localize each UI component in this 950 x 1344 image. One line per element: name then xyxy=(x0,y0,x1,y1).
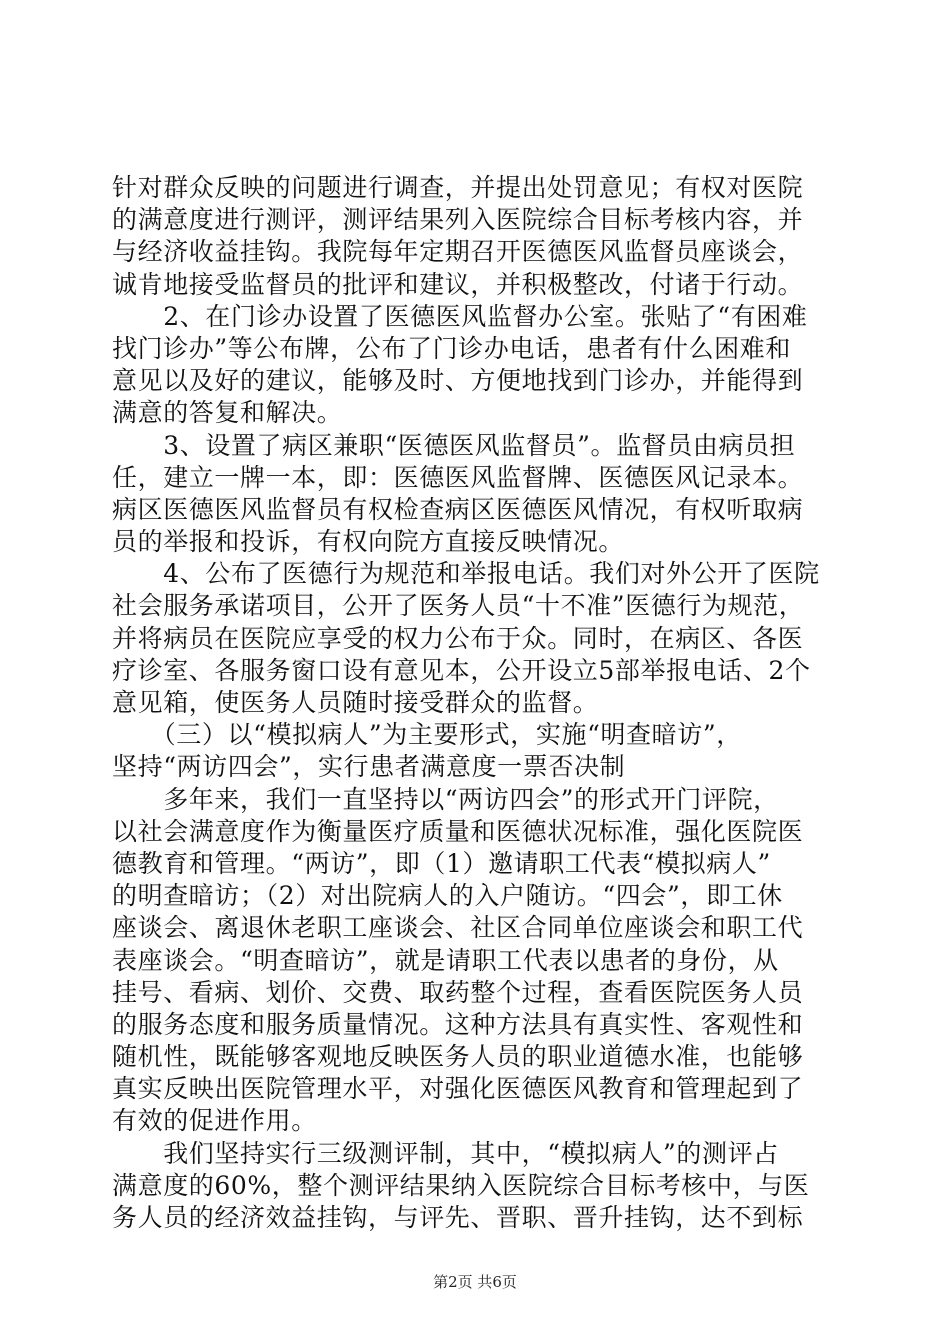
text-line: 以社会满意度作为衡量医疗质量和医德状况标准，强化医院医 xyxy=(112,816,804,846)
text-line: 3、设置了病区兼职“医德医风监督员”。监督员由病员担 xyxy=(112,430,796,460)
text-line: 真实反映出医院管理水平，对强化医德医风教育和管理起到了 xyxy=(112,1074,804,1104)
text-line: 的满意度进行测评，测评结果列入医院综合目标考核内容，并 xyxy=(112,205,804,235)
text-line: 意见箱，使医务人员随时接受群众的监督。 xyxy=(112,688,599,717)
section-heading-line: （三）以“模拟病人”为主要形式，实施“明查暗访”， xyxy=(112,720,742,750)
text-line: 任，建立一牌一本，即：医德医风监督牌、医德医风记录本。 xyxy=(112,462,804,492)
text-line: 有效的促进作用。 xyxy=(112,1106,317,1136)
text-line: 满意度的60%，整个测评结果纳入医院综合目标考核中，与医 xyxy=(112,1170,810,1200)
text-line: 德教育和管理。“两访”，即（1）邀请职工代表“模拟病人” xyxy=(112,848,771,878)
text-line: 诚肯地接受监督员的批评和建议，并积极整改，付诸于行动。 xyxy=(112,269,804,299)
text-line: 并将病员在医院应享受的权力公布于众。同时，在病区、各医 xyxy=(112,623,804,653)
text-line: 多年来，我们一直坚持以“两访四会”的形式开门评院， xyxy=(112,784,779,814)
text-line: 我们坚持实行三级测评制，其中，“模拟病人”的测评占 xyxy=(112,1138,779,1168)
text-line: 的明查暗访；（2）对出院病人的入户随访。“四会”，即工休 xyxy=(112,881,783,911)
text-line: 病区医德医风监督员有权检查病区医德医风情况，有权听取病 xyxy=(112,494,804,524)
text-line: 座谈会、离退休老职工座谈会、社区合同单位座谈会和职工代 xyxy=(112,913,804,943)
text-line: 社会服务承诺项目，公开了医务人员“十不准”医德行为规范， xyxy=(112,591,805,621)
body-text xyxy=(112,172,842,1234)
text-line: 意见以及好的建议，能够及时、方便地找到门诊办，并能得到 xyxy=(112,366,804,396)
text-line: 2、在门诊办设置了医德医风监督办公室。张贴了“有困难 xyxy=(112,301,808,331)
section-heading-line: 坚持“两访四会”，实行患者满意度一票否决制 xyxy=(112,752,626,782)
text-line: 随机性，既能够客观地反映医务人员的职业道德水准，也能够 xyxy=(112,1042,804,1072)
text-line: 疗诊室、各服务窗口设有意见本，公开设立5部举报电话、2个 xyxy=(112,655,811,685)
text-line: 挂号、看病、划价、交费、取药整个过程，查看医院医务人员 xyxy=(112,977,804,1007)
text-line: 满意的答复和解决。 xyxy=(112,398,343,428)
text-line: 表座谈会。“明查暗访”，就是请职工代表以患者的身份，从 xyxy=(112,945,779,975)
text-line: 找门诊办”等公布牌，公布了门诊办电话，患者有什么困难和 xyxy=(112,333,791,363)
text-line: 与经济收益挂钩。我院每年定期召开医德医风监督员座谈会， xyxy=(112,237,804,267)
text-line: 针对群众反映的问题进行调查，并提出处罚意见；有权对医院 xyxy=(112,173,804,202)
page-number-footer: 第2页 共6页 xyxy=(433,1273,517,1291)
text-line: 员的举报和投诉，有权向院方直接反映情况。 xyxy=(112,527,625,557)
text-line: 的服务态度和服务质量情况。这种方法具有真实性、客观性和 xyxy=(112,1009,804,1039)
text-line: 4、公布了医德行为规范和举报电话。我们对外公开了医院 xyxy=(112,559,820,589)
text-line: 务人员的经济效益挂钩，与评先、晋职、晋升挂钩，达不到标 xyxy=(112,1203,804,1232)
